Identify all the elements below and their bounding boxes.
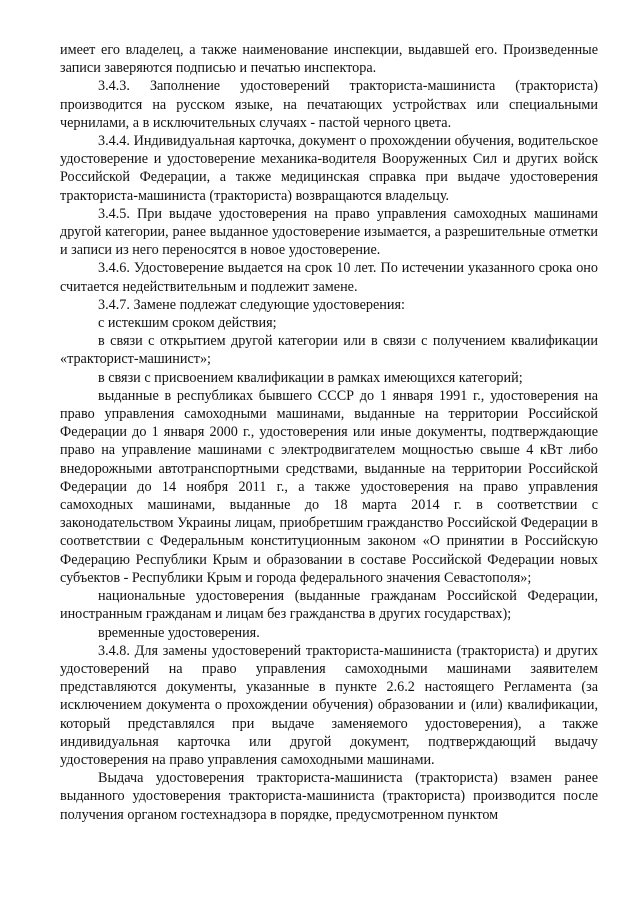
list-item-expired: с истекшим сроком действия; (98, 315, 277, 332)
paragraph-3-4-8: 3.4.8. Для замены удостоверений тракториста-машиниста (тракториста) и других удостоверений на право управления самоходными машинами заявителем представляются документы, указанные в пункте 2.6.2 настоящего Регламента (за исключением документа о прохождении обучения) образовании и (или) квалификации, который представлялся при выдаче заменяемого удостоверения), а также индивидуальная карточка или другой документ, подтверждающий выдачу удостоверения на право управления самоходными машинами. (60, 642, 598, 768)
paragraph-3-4-3: 3.4.3. Заполнение удостоверений тракториста-машиниста (тракториста) производится на русском языке, на печатающих устройствах или специальными чернилами, а в исключительных случаях - пастой черного цвета. (60, 78, 598, 131)
paragraph-continuation: имеет его владелец, а также наименование инспекции, выдавшей его. Произведенные записи заверяются подписью и печатью инспектора. (60, 42, 598, 77)
paragraph-issuance: Выдача удостоверения тракториста-машиниста (тракториста) взамен ранее выданного удостоверения тракториста-машиниста (тракториста) производится после получения органом гостехнадзора в порядке, предусмотренном пунктом (60, 770, 598, 823)
paragraph-3-4-7: 3.4.7. Замене подлежат следующие удостоверения: (98, 296, 405, 313)
paragraph-3-4-4: 3.4.4. Индивидуальная карточка, документ о прохождении обучения, водительское удостоверение и удостоверение механика-водителя Вооруженных Сил и других войск Российской Федерации, а также медицинская справка при выдаче удостоверения тракториста-машиниста (тракториста) возвращаются владельцу. (60, 133, 598, 204)
list-item-temporary: временные удостоверения. (98, 624, 260, 641)
paragraph-3-4-5: 3.4.5. При выдаче удостоверения на право управления самоходных машинами другой категории, ранее выданное удостоверение изымается, а разрешительные отметки и записи из него переносятся в новое удостоверение. (60, 205, 598, 259)
document-page (60, 41, 598, 824)
list-item-former-ussr: выданные в республиках бывшего СССР до 1 января 1991 г., удостоверения на право управления самоходными машинами, выданные на территории Российской Федерации до 1 января 2000 г., удостоверения или иные документы, подтверждающие право на управление машинами с электродвигателем мощностью свыше 4 кВт либо внедорожными автотранспортными средствами, выданные на территории Российской Федерации до 14 ноября 2011 г., а также удостоверения на право управления самоходных машинами, выданные до 18 марта 2014 г. в соответствии с законодательством Украины лицам, приобретшим гражданство Российской Федерации в соответствии с Федеральным конституционным законом «О принятии в Российскую Федерацию Республики Крым и образовании в составе Российской Федерации новых субъектов - Республики Крым и города федерального значения Севастополя»; (60, 387, 598, 586)
list-item-new-category: в связи с открытием другой категории или в связи с получением квалификации «тракторист-машинист»; (60, 333, 598, 368)
list-item-qualification: в связи с присвоением квалификации в рамках имеющихся категорий; (98, 369, 523, 386)
list-item-national: национальные удостоверения (выданные гражданам Российской Федерации, иностранным гражданам и лицам без гражданства в других государствах); (60, 588, 598, 623)
paragraph-3-4-6: 3.4.6. Удостоверение выдается на срок 10 лет. По истечении указанного срока оно считается недействительным и подлежит замене. (60, 260, 598, 295)
